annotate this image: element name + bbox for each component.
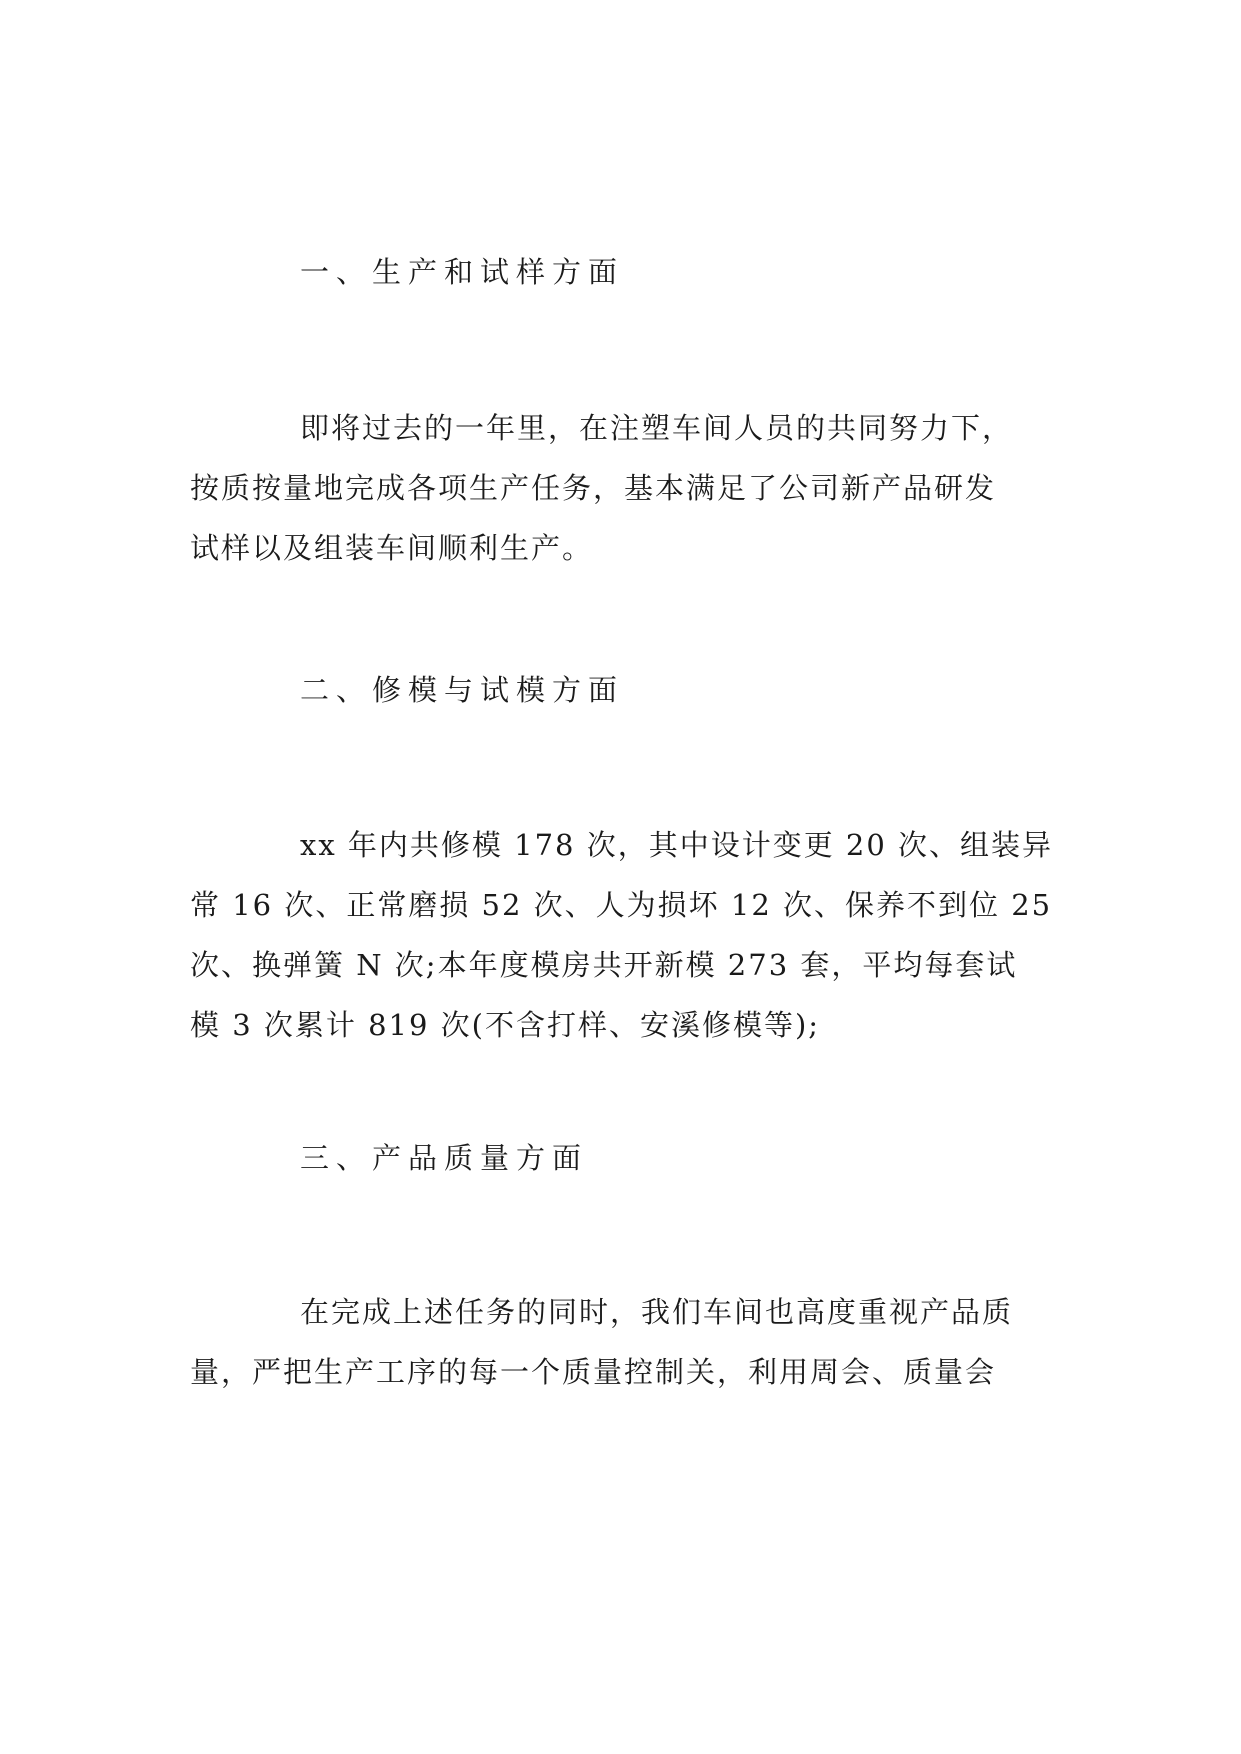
paragraph-line: xx 年内共修模 178 次，其中设计变更 20 次、组装异 (300, 828, 1054, 862)
paragraph-line: 按质按量地完成各项生产任务，基本满足了公司新产品研发 (190, 471, 997, 505)
section-2-paragraph (190, 815, 1060, 1055)
paragraph-line: 常 16 次、正常磨损 52 次、人为损坏 12 次、保养不到位 25 (190, 888, 1053, 922)
paragraph-line: 次、换弹簧 N 次;本年度模房共开新模 273 套，平均每套试 (190, 948, 1018, 982)
paragraph-line: 模 3 次累计 819 次(不含打样、安溪修模等); (190, 1008, 821, 1042)
paragraph-line: 量，严把生产工序的每一个质量控制关，利用周会、质量会 (190, 1355, 997, 1389)
paragraph-line: 试样以及组装车间顺利生产。 (190, 531, 594, 565)
paragraph-line: 在完成上述任务的同时，我们车间也高度重视产品质 (300, 1295, 1014, 1329)
section-3-heading: 三、产品质量方面 (300, 1141, 589, 1175)
section-2-heading: 二、修模与试模方面 (300, 673, 625, 707)
section-1-heading: 一、生产和试样方面 (300, 255, 625, 289)
section-3-paragraph (190, 1282, 1060, 1402)
paragraph-line: 即将过去的一年里，在注塑车间人员的共同努力下， (300, 411, 1014, 445)
section-1-paragraph (190, 398, 1060, 578)
